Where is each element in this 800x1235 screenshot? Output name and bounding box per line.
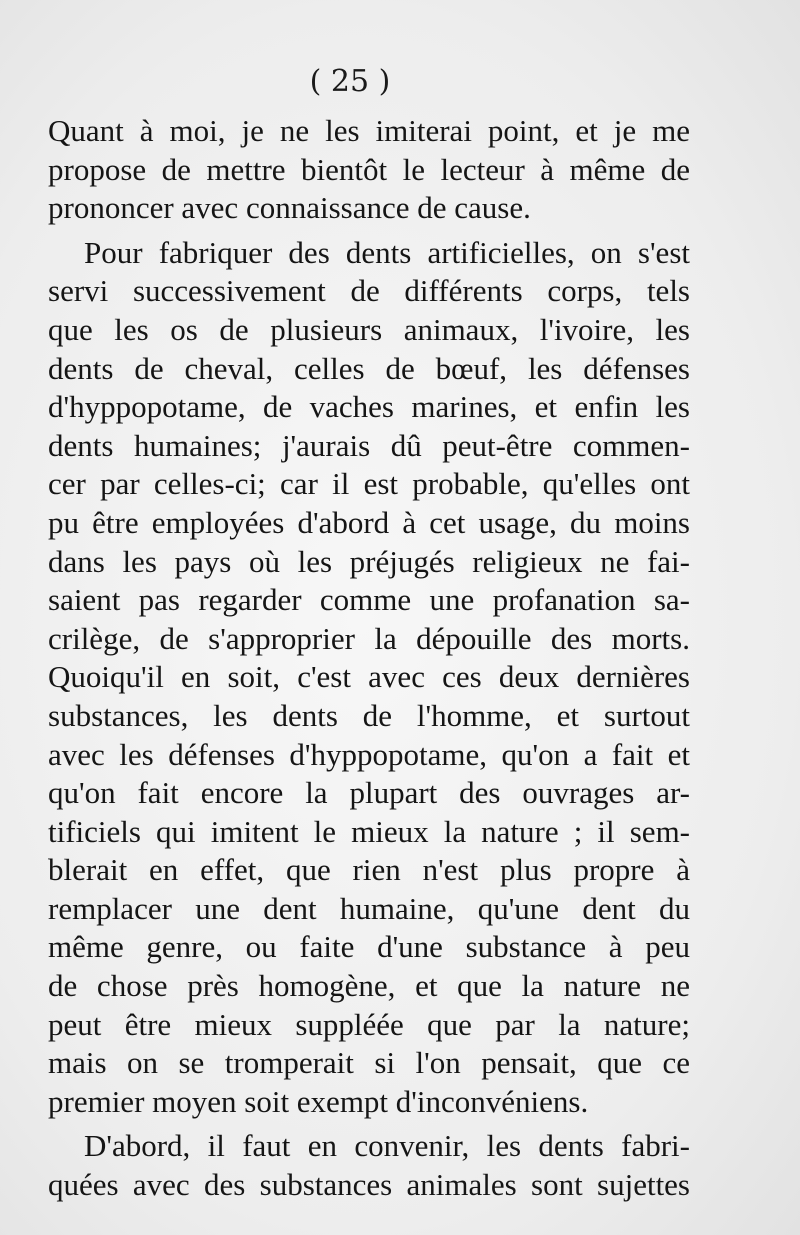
text-line: crilège, de s'approprier la dépouille des morts. (48, 620, 690, 656)
text-line: dans les pays où les préjugés religieux ne fai- (48, 543, 690, 579)
text-line: Pour fabriquer des dents artificielles, on s'est (84, 234, 690, 270)
text-line: pu être employées d'abord à cet usage, du moins (48, 504, 690, 540)
text-line: saient pas regarder comme une profanation sa- (48, 582, 690, 618)
paragraph-1 (48, 112, 690, 228)
paragraph-2 (48, 234, 690, 1122)
text-line: que les os de plusieurs animaux, l'ivoire, les (48, 311, 690, 347)
text-line: Quant à moi, je ne les imiterai point, et je me (48, 113, 690, 148)
text-line: peut être mieux suppléée que par la nature; (48, 1006, 690, 1042)
text-line: dents de cheval, celles de bœuf, les défenses (48, 350, 690, 386)
text-line: même genre, ou faite d'une substance à peu (48, 929, 690, 965)
text-line: d'hyppopotame, de vaches marines, et enfin les (48, 389, 690, 425)
text-line: cer par celles-ci; car il est probable, qu'elles ont (48, 466, 690, 502)
text-line: propose de mettre bientôt le lecteur à même de (48, 151, 690, 187)
text-line: servi successivement de différents corps, tels (48, 273, 690, 309)
text-line: D'abord, il faut en convenir, les dents fabri- (84, 1128, 690, 1164)
text-line: tificiels qui imitent le mieux la nature ; il sem- (48, 813, 690, 849)
text-line: de chose près homogène, et que la nature ne (48, 968, 690, 1004)
text-line: quées avec des substances animales sont sujettes (48, 1167, 690, 1203)
text-line: dents humaines; j'aurais dû peut-être commen- (48, 427, 690, 463)
text-line: prononcer avec connaissance de cause. (48, 190, 531, 226)
text-line: mais on se tromperait si l'on pensait, que ce (48, 1045, 690, 1081)
text-line: remplacer une dent humaine, qu'une dent du (48, 890, 690, 926)
text-line: premier moyen soit exempt d'inconvéniens. (48, 1083, 589, 1119)
text-body (48, 112, 690, 1205)
text-line: avec les défenses d'hyppopotame, qu'on a fait et (48, 736, 690, 772)
page-number: ( 25 ) (309, 64, 391, 99)
text-line: substances, les dents de l'homme, et surtout (48, 697, 690, 733)
text-line: blerait en effet, que rien n'est plus propre à (48, 852, 690, 888)
paragraph-3 (48, 1127, 690, 1204)
text-line: qu'on fait encore la plupart des ouvrages ar- (48, 775, 690, 811)
text-line: Quoiqu'il en soit, c'est avec ces deux dernières (48, 659, 690, 695)
